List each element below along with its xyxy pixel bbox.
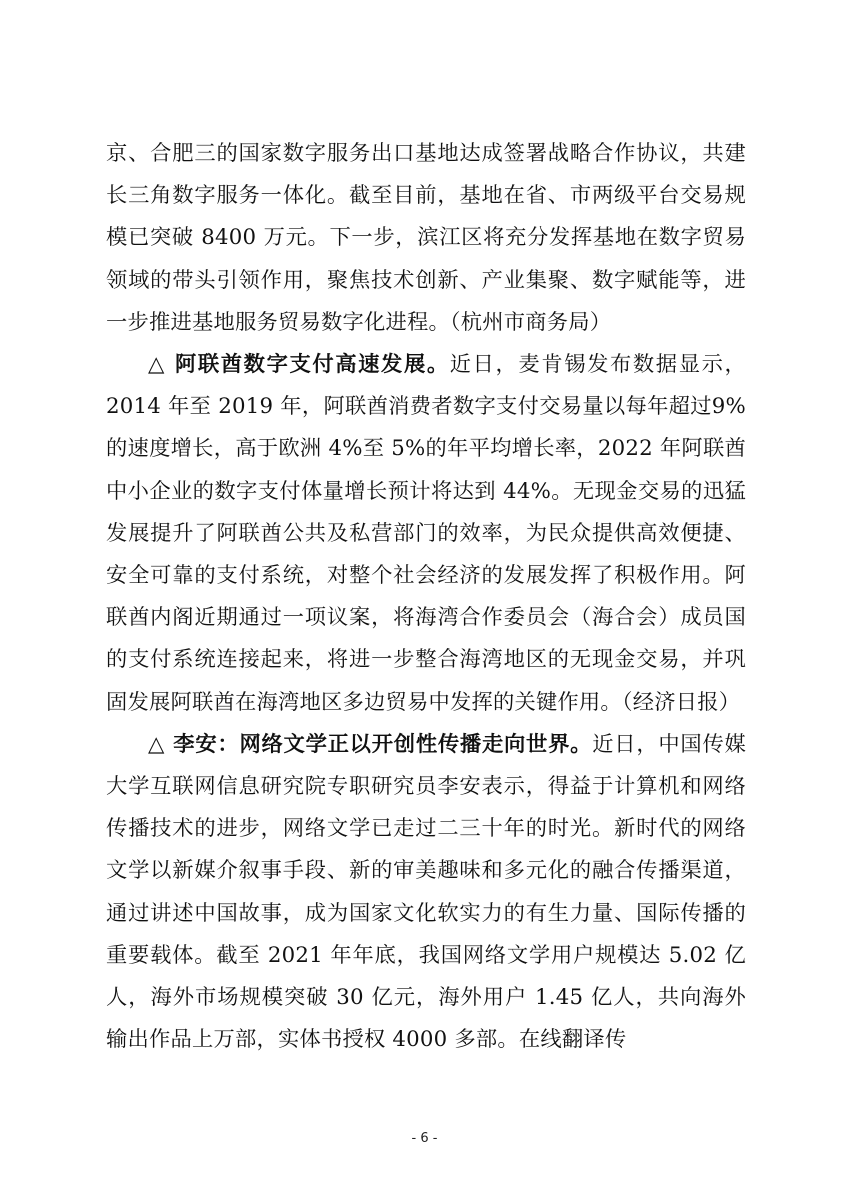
paragraph-continuation xyxy=(106,133,746,344)
paragraph-online-literature xyxy=(106,724,746,1062)
paragraph-text: 京、合肥三的国家数字服务出口基地达成签署战略合作协议，共建长三角数字服务一体化。截至目前，基地在省、市两级平台交易规模已突破 8400 万元。下一步，滨江区将充分发挥基地在数字贸易领域的带头引领作用，聚焦技术创新、产业集聚、数字赋能等，进一步推进基地服务贸易数字化进程。（杭州市商务局） xyxy=(106,141,746,335)
paragraph-text: 近日，麦肯锡发布数据显示，2014 年至 2019 年，阿联酋消费者数字支付交易量以每年超过9%的速度增长，高于欧洲 4%至 5%的年平均增长率，2022 年阿联酋中小企业的数字支付体量增长预计将达到 44%。无现金交易的迅猛发展提升了阿联酋公共及私营部门的效率，为民众提供高效便捷、安全可靠的支付系统，对整个社会经济的发展发挥了积极作用。阿联酋内阁近期通过一项议案，将海湾合作委员会（海合会）成员国的支付系统连接起来，将进一步整合海湾地区的无现金交易，并巩固发展阿联酋在海湾地区多边贸易中发挥的关键作用。（经济日报） xyxy=(106,352,746,715)
paragraph-uae-digital-payment xyxy=(106,344,746,724)
paragraph-lead-heading: △ 阿联酋数字支付高速发展。 xyxy=(148,352,450,378)
paragraph-lead-heading: △ 李安：网络文学正以开创性传播走向世界。 xyxy=(148,731,593,757)
paragraph-text: 近日，中国传媒大学互联网信息研究院专职研究员李安表示，得益于计算机和网络传播技术的进步，网络文学已走过二三十年的时光。新时代的网络文学以新媒介叙事手段、新的审美趣味和多元化的融合传播渠道，通过讲述中国故事，成为国家文化软实力的有生力量、国际传播的重要载体。截至 2021 年年底，我国网络文学用户规模达 5.02 亿人，海外市场规模突破 30 亿元，海外用户 1.45 亿人，共向海外输出作品上万部，实体书授权 4000 多部。在线翻译传 xyxy=(106,731,747,1053)
document-body xyxy=(106,133,746,1061)
page-number: - 6 - xyxy=(411,1131,438,1146)
